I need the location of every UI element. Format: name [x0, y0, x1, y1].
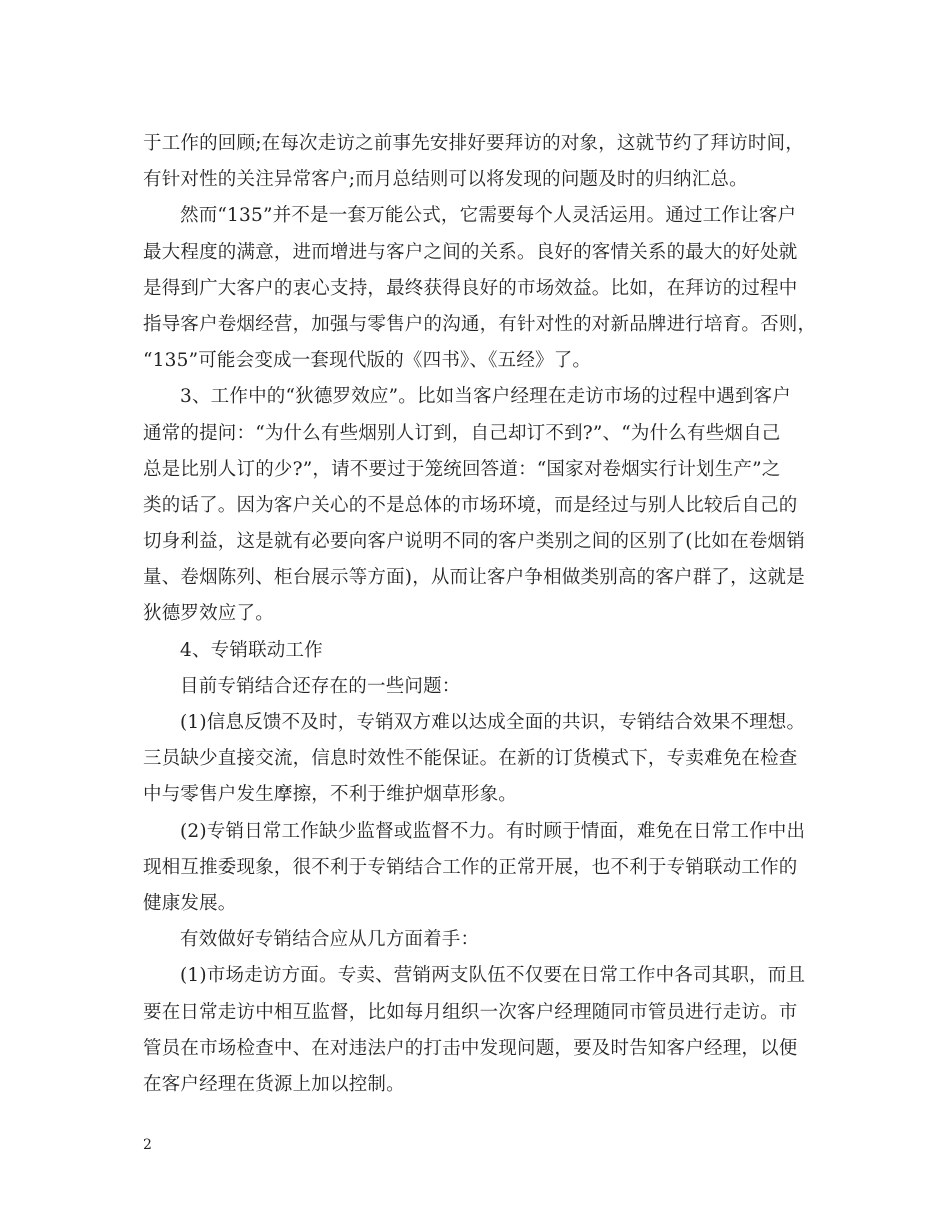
section-heading: 4、专销联动工作 [180, 639, 323, 661]
text-line: (2)专销日常工作缺少监督或监督不力。有时顾于情面，难免在日常工作中出 [180, 820, 806, 842]
text-line: 中与零售户发生摩擦，不利于维护烟草形象。 [143, 784, 518, 806]
text-line: (1)市场走访方面。专卖、营销两支队伍不仅要在日常工作中各司其职，而且 [180, 965, 806, 987]
text-line: (1)信息反馈不及时，专销双方难以达成全面的共识，专销结合效果不理想。 [180, 712, 806, 733]
text-line: 切身利益，这是就有必要向客户说明不同的客户类别之间的区别了(比如在卷烟销 [143, 531, 805, 553]
text-line: “135”可能会变成一套现代版的《四书》、《五经》了。 [143, 350, 592, 372]
text-line: 有针对性的关注异常客户;而月总结则可以将发现的问题及时的归纳汇总。 [143, 169, 748, 191]
text-line: 有效做好专销结合应从几方面着手： [180, 929, 480, 951]
text-line: 目前专销结合还存在的一些问题： [180, 675, 461, 697]
page-number: 2 [143, 1137, 152, 1153]
text-line: 现相互推委现象，很不利于专销结合工作的正常开展，也不利于专销联动工作的 [143, 856, 798, 878]
text-line: 总是比别人订的少?”，请不要过于笼统回答道：“国家对卷烟实行计划生产”之 [143, 458, 781, 480]
text-line: 于工作的回顾;在每次走访之前事先安排好要拜访的对象，这就节约了拜访时间， [143, 133, 804, 154]
text-line: 是得到广大客户的衷心支持，最终获得良好的市场效益。比如，在拜访的过程中 [143, 277, 798, 299]
text-line: 管员在市场检查中、在对违法户的打击中发现问题，要及时告知客户经理，以便 [143, 1037, 798, 1059]
text-line: 健康发展。 [143, 892, 237, 914]
text-line: 指导客户卷烟经营，加强与零售户的沟通，有针对性的对新品牌进行培育。否则， [143, 313, 817, 335]
text-line: 在客户经理在货源上加以控制。 [143, 1073, 405, 1095]
text-line: 要在日常走访中相互监督，比如每月组织一次客户经理随同市管员进行走访。市 [143, 1001, 798, 1023]
text-line: 最大程度的满意，进而增进与客户之间的关系。良好的客情关系的最大的好处就 [143, 241, 798, 263]
document-body [143, 126, 817, 1103]
text-line: 通常的提问：“为什么有些烟别人订到，自己却订不到?”、“为什么有些烟自己 [143, 422, 781, 444]
text-line: 然而“135”并不是一套万能公式，它需要每个人灵活运用。通过工作让客户 [180, 205, 797, 227]
text-line: 3、工作中的“狄德罗效应”。比如当客户经理在走访市场的过程中遇到客户 [180, 386, 791, 408]
text-line: 类的话了。因为客户关心的不是总体的市场环境，而是经过与别人比较后自己的 [143, 494, 798, 516]
text-line: 三员缺少直接交流，信息时效性不能保证。在新的订货模式下，专卖难免在检查 [143, 748, 798, 770]
text-line: 量、卷烟陈列、柜台展示等方面)，从而让客户争相做类别高的客户群了，这就是 [143, 567, 805, 589]
text-line: 狄德罗效应了。 [143, 603, 274, 625]
